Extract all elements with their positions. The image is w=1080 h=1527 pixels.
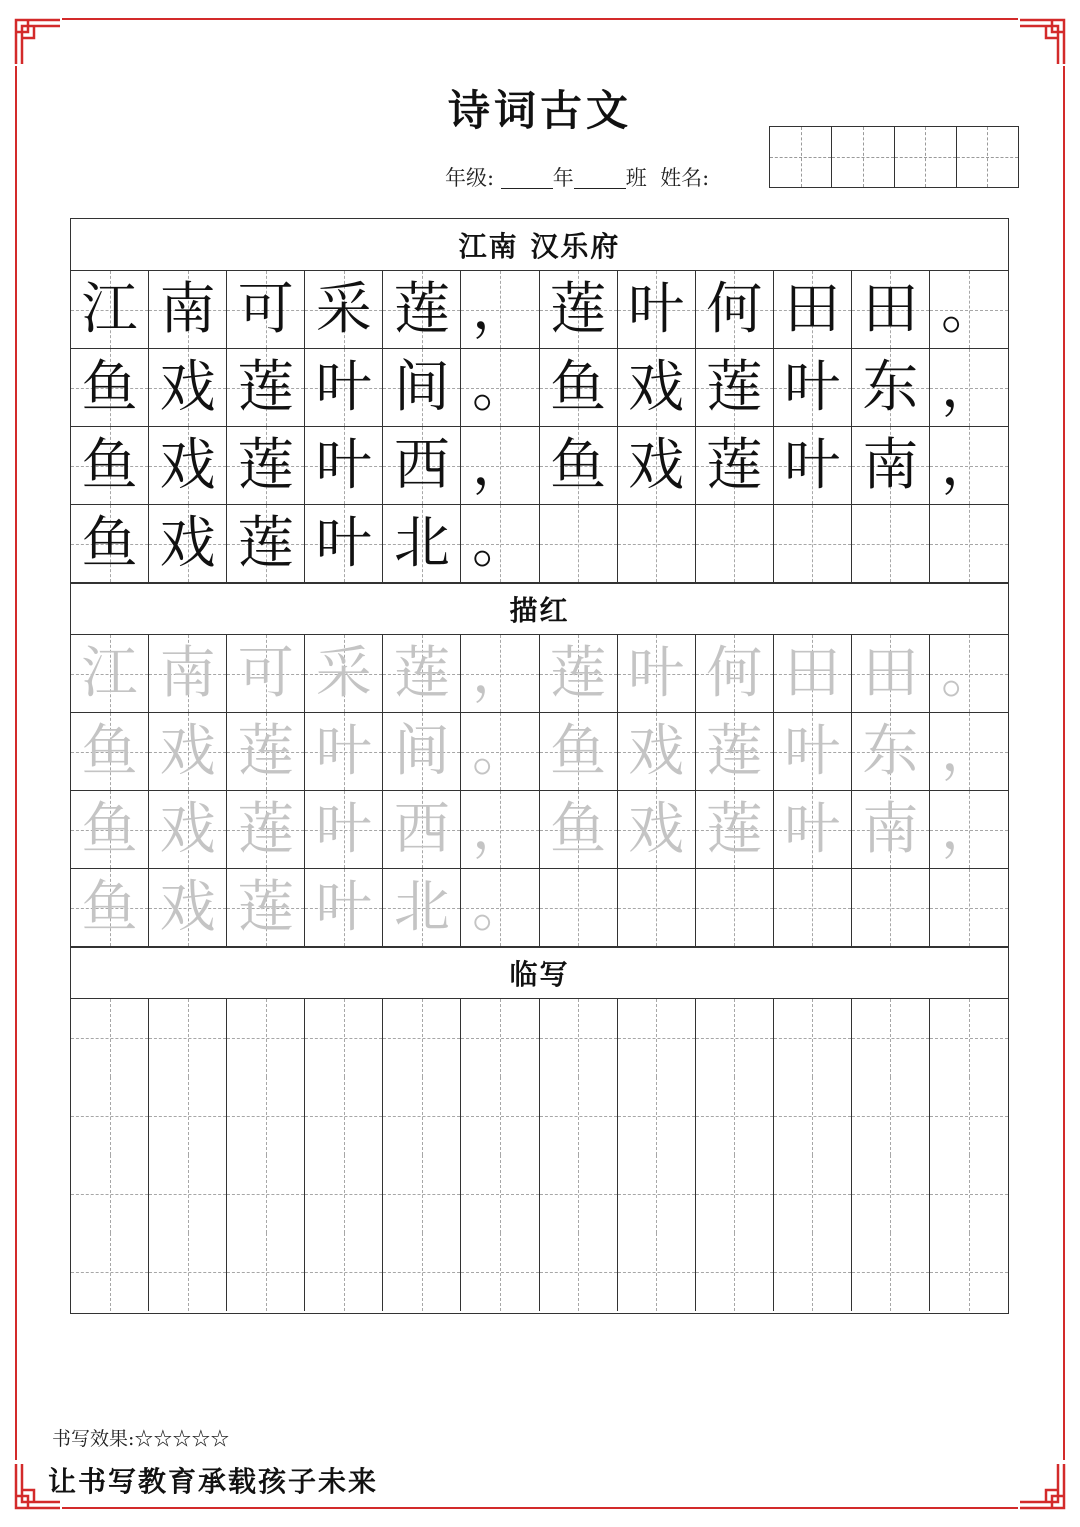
- copy-practice-cell[interactable]: [227, 1233, 305, 1311]
- copy-practice-cell[interactable]: [696, 999, 774, 1077]
- copy-practice-cell[interactable]: [149, 1155, 227, 1233]
- class-blank[interactable]: [574, 168, 626, 189]
- poem-char-cell: [618, 349, 696, 427]
- poem-char: ，: [471, 432, 528, 498]
- trace-title: 描红: [509, 594, 570, 627]
- poem-char-cell: [930, 349, 1008, 427]
- copy-practice-cell[interactable]: [540, 1155, 618, 1233]
- trace-char: 叶: [628, 640, 685, 706]
- footer-slogan: 让书写教育承载孩子未来: [48, 1465, 379, 1498]
- trace-char: 莲: [706, 718, 763, 784]
- trace-char: 叶: [315, 796, 372, 862]
- trace-char: 戏: [159, 874, 216, 940]
- copy-practice-cell[interactable]: [227, 1155, 305, 1233]
- poem-char: 西: [393, 432, 450, 498]
- copy-practice-cell[interactable]: [852, 1077, 930, 1155]
- copy-practice-cell[interactable]: [383, 1155, 461, 1233]
- class-label: 班: [625, 166, 647, 190]
- trace-char-cell[interactable]: [696, 791, 774, 869]
- trace-char: 叶: [315, 718, 372, 784]
- poem-char: 叶: [784, 354, 841, 420]
- poem-char-cell: [149, 505, 227, 583]
- frame-corner-top-right: [1018, 16, 1068, 66]
- trace-char-cell[interactable]: [71, 713, 149, 791]
- trace-char: 鱼: [81, 796, 138, 862]
- trace-char: 江: [81, 640, 138, 706]
- poem-char-cell: [930, 505, 1008, 583]
- poem-char: ，: [471, 276, 528, 342]
- trace-char-cell[interactable]: [774, 869, 852, 947]
- poem-char: 东: [862, 354, 919, 420]
- copy-title-row: [71, 947, 1008, 999]
- poem-char-cell: [305, 505, 383, 583]
- poem-char: 田: [862, 276, 919, 342]
- poem-char-cell: [461, 271, 539, 349]
- copy-practice-cell[interactable]: [149, 999, 227, 1077]
- poem-char-cell: [227, 349, 305, 427]
- poem-char: 戏: [159, 354, 216, 420]
- poem-char-cell: [696, 427, 774, 505]
- trace-char-cell[interactable]: [540, 713, 618, 791]
- poem-char: 叶: [315, 510, 372, 576]
- trace-char-cell[interactable]: [696, 635, 774, 713]
- poem-char-cell: [930, 427, 1008, 505]
- grade-label: 年级:: [445, 166, 495, 190]
- copy-practice-cell[interactable]: [930, 1155, 1008, 1233]
- poem-char: 莲: [237, 354, 294, 420]
- copy-practice-cell[interactable]: [71, 1155, 149, 1233]
- poem-char: 莲: [393, 276, 450, 342]
- copy-practice-cell[interactable]: [227, 999, 305, 1077]
- poem-char-cell: [930, 271, 1008, 349]
- copy-practice-cell[interactable]: [774, 1077, 852, 1155]
- poem-char: 。: [471, 510, 528, 576]
- copy-practice-cell[interactable]: [540, 999, 618, 1077]
- poem-char: 莲: [706, 432, 763, 498]
- poem-char: 叶: [628, 276, 685, 342]
- poem-char: 何: [706, 276, 763, 342]
- copy-practice-cell[interactable]: [696, 1233, 774, 1311]
- rating-label: 书写效果:: [52, 1428, 135, 1450]
- poem-char: 间: [393, 354, 450, 420]
- copy-practice-cell[interactable]: [540, 1233, 618, 1311]
- trace-char-cell[interactable]: [540, 635, 618, 713]
- copy-practice-cell[interactable]: [540, 1077, 618, 1155]
- name-cell[interactable]: [895, 127, 957, 187]
- poem-char-cell: [227, 427, 305, 505]
- trace-char: 可: [237, 640, 294, 706]
- copy-practice-cell[interactable]: [461, 999, 539, 1077]
- poem-char: 莲: [237, 510, 294, 576]
- poem-title-row: [71, 219, 1008, 271]
- poem-char-cell: [696, 505, 774, 583]
- trace-char: 叶: [784, 718, 841, 784]
- poem-char: 莲: [706, 354, 763, 420]
- trace-char-cell[interactable]: [149, 791, 227, 869]
- trace-char: 莲: [550, 640, 607, 706]
- copy-practice-cell[interactable]: [618, 1077, 696, 1155]
- trace-char: 南: [159, 640, 216, 706]
- trace-char: ，: [471, 796, 528, 862]
- frame-corner-bottom-right: [1018, 1462, 1068, 1512]
- poem-char: 莲: [550, 276, 607, 342]
- copy-practice-cell[interactable]: [930, 1233, 1008, 1311]
- name-label: 姓名:: [660, 166, 710, 190]
- trace-char-cell[interactable]: [227, 713, 305, 791]
- copy-practice-cell[interactable]: [383, 999, 461, 1077]
- copy-practice-cell[interactable]: [774, 999, 852, 1077]
- trace-char: 叶: [315, 874, 372, 940]
- poem-title: 江南 汉乐府: [458, 229, 621, 263]
- poem-char-cell: [461, 505, 539, 583]
- poem-char-cell: [227, 505, 305, 583]
- poem-char: ，: [940, 432, 997, 498]
- copy-practice-cell[interactable]: [930, 999, 1008, 1077]
- practice-sheet: [70, 218, 1009, 1314]
- trace-char: ，: [471, 640, 528, 706]
- trace-grid: [71, 635, 1008, 947]
- poem-char-cell: [461, 427, 539, 505]
- trace-char-cell[interactable]: [149, 869, 227, 947]
- trace-char: 鱼: [550, 718, 607, 784]
- poem-char: 戏: [628, 354, 685, 420]
- copy-grid: [71, 999, 1008, 1311]
- trace-char-cell[interactable]: [852, 869, 930, 947]
- poem-char-cell: [774, 349, 852, 427]
- poem-char: 。: [471, 354, 528, 420]
- trace-char: ，: [940, 718, 997, 784]
- copy-practice-cell[interactable]: [618, 999, 696, 1077]
- frame-right-line: [1063, 66, 1065, 1460]
- copy-practice-cell[interactable]: [618, 1155, 696, 1233]
- trace-char: 莲: [237, 718, 294, 784]
- poem-char-cell: [618, 271, 696, 349]
- trace-char: 戏: [159, 796, 216, 862]
- poem-char-cell: [383, 271, 461, 349]
- page-title: 诗词古文: [447, 86, 632, 135]
- poem-char-cell: [71, 505, 149, 583]
- trace-char-cell[interactable]: [618, 791, 696, 869]
- copy-practice-cell[interactable]: [71, 1233, 149, 1311]
- trace-char-cell[interactable]: [305, 635, 383, 713]
- trace-char: 鱼: [81, 874, 138, 940]
- trace-char-cell[interactable]: [461, 635, 539, 713]
- trace-char-cell[interactable]: [383, 713, 461, 791]
- copy-practice-cell[interactable]: [305, 1077, 383, 1155]
- name-writing-box[interactable]: [769, 126, 1019, 188]
- trace-char: 。: [471, 718, 528, 784]
- name-cell[interactable]: [770, 127, 832, 187]
- poem-char-cell: [540, 271, 618, 349]
- trace-char-cell[interactable]: [618, 869, 696, 947]
- poem-char-cell: [383, 505, 461, 583]
- trace-char: 戏: [159, 718, 216, 784]
- grade-blank[interactable]: [501, 168, 553, 189]
- trace-char: 。: [940, 640, 997, 706]
- trace-char-cell[interactable]: [71, 791, 149, 869]
- copy-practice-cell[interactable]: [149, 1077, 227, 1155]
- student-info-line: [445, 162, 709, 192]
- trace-title-row: [71, 583, 1008, 635]
- year-label: 年: [552, 166, 574, 190]
- name-cell[interactable]: [832, 127, 894, 187]
- trace-char-cell[interactable]: [227, 635, 305, 713]
- trace-char: 南: [862, 796, 919, 862]
- trace-char-cell[interactable]: [696, 869, 774, 947]
- trace-char-cell[interactable]: [930, 869, 1008, 947]
- copy-practice-cell[interactable]: [71, 999, 149, 1077]
- copy-practice-cell[interactable]: [227, 1077, 305, 1155]
- poem-char-cell: [852, 427, 930, 505]
- trace-char: 间: [393, 718, 450, 784]
- copy-practice-cell[interactable]: [461, 1077, 539, 1155]
- trace-char: 田: [862, 640, 919, 706]
- frame-bottom-line: [62, 1507, 1018, 1509]
- poem-char-cell: [149, 427, 227, 505]
- trace-char: 西: [393, 796, 450, 862]
- trace-char-cell[interactable]: [774, 791, 852, 869]
- trace-char: 鱼: [81, 718, 138, 784]
- poem-char-cell: [774, 271, 852, 349]
- poem-char-cell: [852, 271, 930, 349]
- trace-char-cell[interactable]: [305, 713, 383, 791]
- trace-char-cell[interactable]: [461, 791, 539, 869]
- trace-char-cell[interactable]: [305, 791, 383, 869]
- trace-char-cell[interactable]: [852, 713, 930, 791]
- frame-corner-top-left: [12, 16, 62, 66]
- copy-practice-cell[interactable]: [305, 999, 383, 1077]
- trace-char: 戏: [628, 796, 685, 862]
- poem-char-cell: [71, 427, 149, 505]
- trace-char: 莲: [706, 796, 763, 862]
- poem-char: 。: [940, 276, 997, 342]
- poem-char: 鱼: [81, 354, 138, 420]
- trace-char-cell[interactable]: [852, 635, 930, 713]
- poem-char: 叶: [315, 354, 372, 420]
- poem-char-cell: [852, 505, 930, 583]
- trace-char: 田: [784, 640, 841, 706]
- trace-char-cell[interactable]: [383, 791, 461, 869]
- poem-char: ，: [940, 354, 997, 420]
- trace-char: 戏: [628, 718, 685, 784]
- copy-practice-cell[interactable]: [852, 1233, 930, 1311]
- trace-char-cell[interactable]: [540, 791, 618, 869]
- frame-left-line: [15, 66, 17, 1460]
- poem-char: 戏: [159, 432, 216, 498]
- poem-grid: [71, 271, 1008, 583]
- trace-char-cell[interactable]: [383, 635, 461, 713]
- trace-char-cell[interactable]: [461, 713, 539, 791]
- trace-char: 叶: [784, 796, 841, 862]
- poem-char-cell: [696, 349, 774, 427]
- poem-char: 叶: [315, 432, 372, 498]
- copy-practice-cell[interactable]: [696, 1077, 774, 1155]
- trace-char-cell[interactable]: [149, 713, 227, 791]
- poem-char: 莲: [237, 432, 294, 498]
- poem-char-cell: [149, 349, 227, 427]
- poem-char: 鱼: [81, 510, 138, 576]
- poem-char-cell: [774, 505, 852, 583]
- trace-char-cell[interactable]: [461, 869, 539, 947]
- trace-char: 东: [862, 718, 919, 784]
- copy-practice-cell[interactable]: [461, 1233, 539, 1311]
- trace-char: 。: [471, 874, 528, 940]
- copy-practice-cell[interactable]: [852, 999, 930, 1077]
- poem-char-cell: [852, 349, 930, 427]
- frame-top-line: [62, 18, 1018, 20]
- poem-char: 北: [393, 510, 450, 576]
- trace-char: 何: [706, 640, 763, 706]
- poem-char: 南: [862, 432, 919, 498]
- poem-char-cell: [305, 271, 383, 349]
- trace-char-cell[interactable]: [852, 791, 930, 869]
- trace-char-cell[interactable]: [930, 713, 1008, 791]
- poem-char-cell: [227, 271, 305, 349]
- trace-char-cell[interactable]: [618, 635, 696, 713]
- poem-char-cell: [383, 427, 461, 505]
- writing-rating: [52, 1424, 229, 1451]
- poem-char-cell: [305, 427, 383, 505]
- trace-char: 采: [315, 640, 372, 706]
- trace-char: 莲: [237, 796, 294, 862]
- trace-char-cell[interactable]: [227, 791, 305, 869]
- poem-char: 鱼: [550, 354, 607, 420]
- trace-char-cell[interactable]: [383, 869, 461, 947]
- poem-char-cell: [618, 505, 696, 583]
- trace-char: 北: [393, 874, 450, 940]
- poem-char: 可: [237, 276, 294, 342]
- poem-char-cell: [149, 271, 227, 349]
- poem-char-cell: [305, 349, 383, 427]
- poem-char: 叶: [784, 432, 841, 498]
- poem-char: 戏: [159, 510, 216, 576]
- poem-char: 田: [784, 276, 841, 342]
- poem-char-cell: [696, 271, 774, 349]
- copy-practice-cell[interactable]: [383, 1077, 461, 1155]
- trace-char-cell[interactable]: [227, 869, 305, 947]
- poem-char-cell: [383, 349, 461, 427]
- poem-char-cell: [540, 349, 618, 427]
- copy-practice-cell[interactable]: [618, 1233, 696, 1311]
- copy-practice-cell[interactable]: [930, 1077, 1008, 1155]
- copy-practice-cell[interactable]: [774, 1233, 852, 1311]
- trace-char-cell[interactable]: [930, 635, 1008, 713]
- poem-char: 鱼: [81, 432, 138, 498]
- trace-char-cell[interactable]: [71, 869, 149, 947]
- trace-char-cell[interactable]: [618, 713, 696, 791]
- poem-char: 戏: [628, 432, 685, 498]
- copy-practice-cell[interactable]: [461, 1155, 539, 1233]
- poem-char-cell: [774, 427, 852, 505]
- trace-char-cell[interactable]: [774, 713, 852, 791]
- trace-char-cell[interactable]: [696, 713, 774, 791]
- name-cell[interactable]: [957, 127, 1018, 187]
- poem-char: 鱼: [550, 432, 607, 498]
- copy-practice-cell[interactable]: [852, 1155, 930, 1233]
- trace-char: 鱼: [550, 796, 607, 862]
- poem-char: 江: [81, 276, 138, 342]
- copy-practice-cell[interactable]: [305, 1155, 383, 1233]
- poem-char-cell: [540, 427, 618, 505]
- trace-char-cell[interactable]: [774, 635, 852, 713]
- rating-stars[interactable]: ☆☆☆☆☆: [134, 1428, 230, 1450]
- copy-title: 临写: [509, 958, 570, 991]
- copy-practice-cell[interactable]: [71, 1077, 149, 1155]
- poem-char-cell: [461, 349, 539, 427]
- poem-char: 采: [315, 276, 372, 342]
- trace-char-cell[interactable]: [540, 869, 618, 947]
- copy-practice-cell[interactable]: [696, 1155, 774, 1233]
- trace-char-cell[interactable]: [930, 791, 1008, 869]
- poem-char: 南: [159, 276, 216, 342]
- copy-practice-cell[interactable]: [149, 1233, 227, 1311]
- trace-char: 莲: [237, 874, 294, 940]
- poem-char-cell: [540, 505, 618, 583]
- trace-char-cell[interactable]: [149, 635, 227, 713]
- trace-char-cell[interactable]: [305, 869, 383, 947]
- trace-char: 莲: [393, 640, 450, 706]
- copy-practice-cell[interactable]: [774, 1155, 852, 1233]
- poem-char-cell: [71, 349, 149, 427]
- poem-char-cell: [618, 427, 696, 505]
- poem-char-cell: [71, 271, 149, 349]
- copy-practice-cell[interactable]: [383, 1233, 461, 1311]
- trace-char: ，: [940, 796, 997, 862]
- trace-char-cell[interactable]: [71, 635, 149, 713]
- copy-practice-cell[interactable]: [305, 1233, 383, 1311]
